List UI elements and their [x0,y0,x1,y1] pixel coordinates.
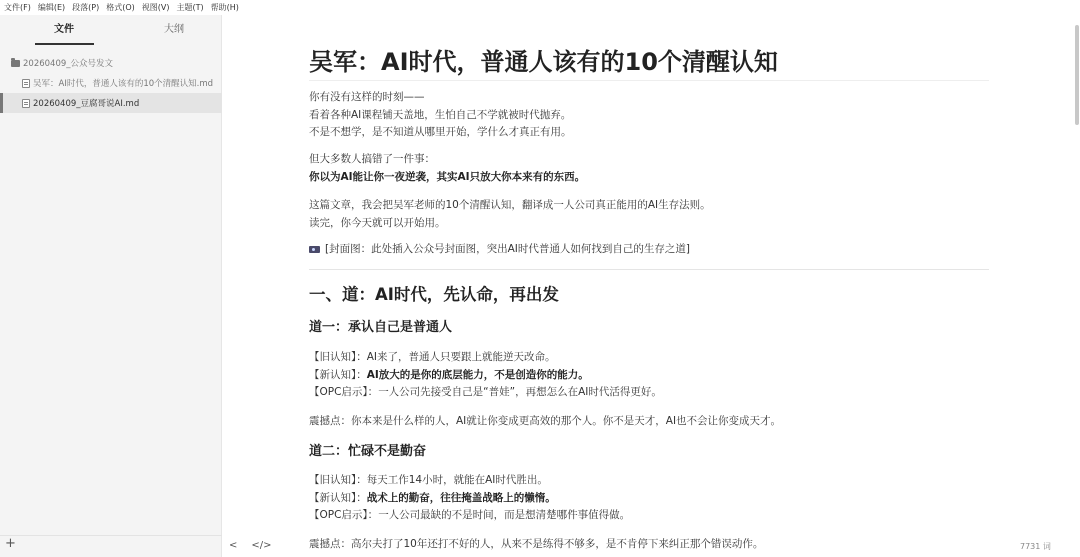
text-line: 震撼点：高尔夫打了10年还打不好的人，从来不是练得不够多，是不肯停下来纠正那个错误动作。 [309,538,764,550]
text-line: 读完，你今天就可以开始用。 [309,216,446,229]
file-label: 20260409_豆腐哥说AI.md [33,99,140,109]
menu-bar [0,0,1080,15]
subsection-heading: 道一：承认自己是普通人 [309,320,453,335]
tab-files[interactable]: 文件 [54,24,74,35]
opc-label: 【OPC启示】： [309,386,379,398]
opc-label: 【OPC启示】： [309,509,379,521]
cognition-list [309,349,989,402]
file-tree [0,53,222,113]
active-tab-indicator [35,43,94,45]
cover-placeholder [309,241,989,259]
old-label: 【旧认知】： [309,474,367,486]
old-text: AI来了，普通人只要跟上就能逆天改命。 [366,351,556,363]
divider [0,535,222,536]
section-heading: 一、道：AI时代，先认命，再出发 [309,285,559,304]
folder-icon [11,60,20,67]
menu-format[interactable]: 格式(O) [106,3,135,12]
document-title: 吴军：AI时代，普通人该有的10个清醒认知 [309,45,989,81]
source-mode-icon[interactable]: </> [251,540,272,551]
editor[interactable] [222,15,1080,557]
text-line: 但大多数人搞错了一件事： [309,153,435,165]
opc-text: 一人公司最缺的不是时间，而是想清楚哪件事值得做。 [378,509,631,521]
sidebar-tabs [0,15,221,46]
menu-file[interactable]: 文件(F) [4,3,31,12]
menu-view[interactable]: 视图(V) [141,3,170,12]
text-line: 震撼点：你本来是什么样的人，AI就让你变成更高效的那个人。你不是天才，AI也不会让你变成天才。 [309,415,782,427]
subsection-heading: 道二：忙碌不是勤奋 [309,444,427,459]
new-label: 【新认知】： [309,491,367,504]
sidebar [0,15,222,557]
tab-outline[interactable]: 大纲 [164,24,184,35]
old-label: 【旧认知】： [309,351,367,363]
status-bar-left [229,540,286,551]
new-text: AI放大的是你的底层能力，不是创造你的能力。 [366,368,589,381]
old-text: 每天工作14小时，就能在AI时代胜出。 [366,474,548,486]
menu-edit[interactable]: 编辑(E) [37,3,66,12]
file-icon [22,99,30,108]
cover-placeholder-text: [封面图：此处插入公众号封面图，突出AI时代普通人如何找到自己的生存之道] [325,243,690,255]
back-icon[interactable]: < [229,540,238,551]
scrollbar[interactable] [1075,25,1079,125]
menu-theme[interactable]: 主题(T) [176,3,204,12]
menu-help[interactable]: 帮助(H) [210,3,239,12]
text-line: 看着各种AI课程铺天盖地，生怕自己不学就被时代抛弃。 [309,108,572,121]
text-line: 这篇文章，我会把吴军老师的10个清醒认知，翻译成一人公司真正能用的AI生存法则。 [309,199,711,211]
folder-label: 20260409_公众号发文 [23,59,114,69]
shock-point [309,536,989,554]
file-label: 吴军：AI时代，普通人该有的10个清醒认知.md [33,79,214,89]
file-item-selected[interactable] [0,93,222,113]
horizontal-rule [309,269,989,270]
intro-paragraph [309,89,989,142]
bold-line: 你以为AI能让你一夜逆袭，其实AI只放大你本来有的东西。 [309,170,586,183]
camera-icon [309,246,320,253]
text-line: 不是不想学，是不知道从哪里开始，学什么才真正有用。 [309,126,572,138]
paragraph [309,197,989,232]
opc-text: 一人公司先接受自己是“普娃”，再想怎么在AI时代活得更好。 [378,386,662,398]
new-text: 战术上的勤奋，往往掩盖战略上的懒惰。 [366,491,556,504]
new-label: 【新认知】： [309,368,367,381]
text-line: 你有没有这样的时刻—— [309,91,425,103]
paragraph [309,151,989,186]
cognition-list [309,472,989,525]
add-file-button[interactable]: + [5,536,16,551]
word-count[interactable]: 7731 词 [1020,542,1051,551]
file-icon [22,79,30,88]
menu-paragraph[interactable]: 段落(P) [72,3,100,12]
shock-point [309,413,989,431]
folder-item[interactable] [0,53,222,73]
file-item[interactable] [0,73,222,93]
